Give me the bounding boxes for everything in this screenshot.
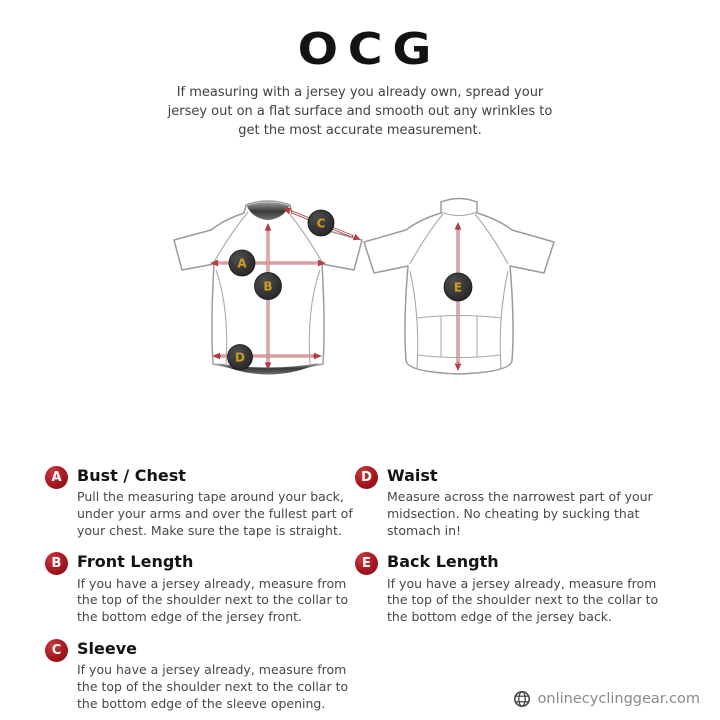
measurement-badge-a: A xyxy=(45,466,68,489)
measurement-item-bust-chest xyxy=(45,466,355,539)
front-jersey-diagram xyxy=(164,178,376,390)
front-marker-a-letter: A xyxy=(237,256,247,271)
measurement-description-waist: Measure across the narrowest part of your midsection. No cheating by sucking that stomach in! xyxy=(387,489,653,538)
globe-icon xyxy=(513,690,531,708)
measurement-badge-e: E xyxy=(355,552,378,575)
measurement-column-left xyxy=(0,466,355,720)
measurement-item-front-length xyxy=(45,552,355,625)
ocg-logo: OCG xyxy=(297,24,442,75)
measurement-badge-b: B xyxy=(45,552,68,575)
measurement-badge-d: D xyxy=(355,466,378,489)
measurement-title-front-length: Front Length xyxy=(77,552,194,572)
back-marker-e-letter: E xyxy=(453,280,463,295)
intro-text: If measuring with a jersey you already own, spread your jersey out on a flat surface and smooth out any wrinkles to get the most accurate measurement. xyxy=(167,85,553,138)
measurement-description-sleeve: If you have a jersey already, measure from the top of the shoulder next to the collar to the bottom edge of the sleeve opening. xyxy=(77,662,349,711)
back-jersey-diagram xyxy=(362,178,562,385)
measurement-column-right xyxy=(355,466,675,720)
measurement-title-sleeve: Sleeve xyxy=(77,638,137,658)
measurement-description-back-length: If you have a jersey already, measure from the top of the shoulder next to the collar to the bottom edge of the jersey back. xyxy=(387,575,659,625)
marker-b-badge xyxy=(255,273,282,300)
measurement-badge-c: C xyxy=(45,639,68,662)
front-marker-b-letter: B xyxy=(263,279,273,294)
measurement-description-front-length: If you have a jersey already, measure from the top of the shoulder next to the collar to the bottom edge of the jersey front. xyxy=(77,575,349,625)
measurement-title-bust-chest: Bust / Chest xyxy=(77,466,186,485)
marker-d-badge xyxy=(228,345,253,370)
marker-c-badge xyxy=(308,210,334,236)
measurement-item-waist xyxy=(355,466,675,539)
website-text: onlinecyclinggear.com xyxy=(537,691,700,707)
measurement-title-back-length: Back Length xyxy=(387,552,499,572)
measurement-description-bust-chest: Pull the measuring tape around your back, under your arms and over the fullest part of your chest. Make sure the tape is straight. xyxy=(77,489,353,538)
measurement-item-back-length xyxy=(355,552,675,625)
marker-a-badge xyxy=(229,250,255,276)
front-marker-d-letter: D xyxy=(235,350,245,365)
measurement-item-sleeve xyxy=(45,639,355,712)
footer xyxy=(513,690,700,708)
front-marker-c-letter: C xyxy=(316,216,326,231)
marker-e-badge xyxy=(444,273,472,301)
measurement-list xyxy=(0,466,720,720)
measurement-title-waist: Waist xyxy=(387,466,438,485)
